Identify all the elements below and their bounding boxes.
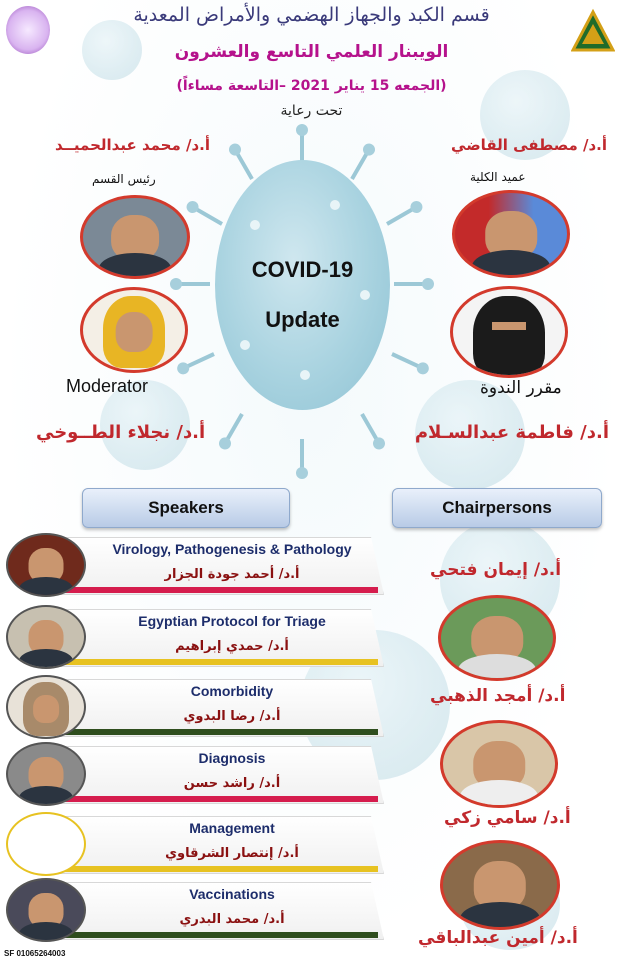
rapporteur-name: أ.د/ فاطمة عبدالسـلام — [414, 422, 609, 443]
rapporteur-label: مقرر الندوة — [480, 378, 562, 398]
webinar-title: الويبنار العلمي التاسع والعشرون — [174, 42, 449, 62]
speaker-name: أ.د/ إنتصار الشرقاوي — [165, 846, 299, 861]
chairperson-photo — [440, 840, 560, 930]
moderator-name: أ.د/ نجلاء الطــوخي — [36, 422, 206, 443]
speaker-name: أ.د/ أحمد جودة الجزار — [164, 567, 300, 582]
chairperson-name: أ.د/ إيمان فتحي — [430, 560, 562, 580]
speaker-accent-bar — [60, 866, 378, 872]
dean-role: عميد الكلية — [470, 170, 526, 184]
speaker-topic: Vaccinations — [189, 886, 275, 902]
speaker-name: أ.د/ رضا البدوي — [183, 709, 281, 724]
speaker-photo — [6, 675, 86, 739]
dean-photo — [452, 190, 570, 278]
speakers-header: Speakers — [82, 488, 290, 528]
speaker-row — [0, 878, 390, 940]
speaker-topic: Virology, Pathogenesis & Pathology — [112, 541, 352, 557]
chairperson-name: أ.د/ أمجد الذهبي — [430, 686, 566, 706]
speaker-row — [0, 675, 390, 737]
topic-title-line1: COVID-19 — [251, 257, 354, 282]
speaker-photo — [6, 742, 86, 806]
moderator-label: Moderator — [66, 376, 149, 396]
speaker-accent-bar — [60, 796, 378, 802]
speaker-accent-bar — [60, 932, 378, 938]
chairperson-photo — [438, 595, 556, 681]
chairperson-photo — [440, 720, 558, 808]
department-title: قسم الكبد والجهاز الهضمي والأمراض المعدية — [133, 4, 490, 26]
speaker-accent-bar — [60, 729, 378, 735]
webinar-date: (الجمعه 15 يناير 2021 –التاسعة مساءاً) — [176, 78, 447, 94]
speaker-photo — [6, 605, 86, 669]
head-role: رئيس القسم — [92, 172, 156, 186]
speaker-row — [0, 533, 390, 595]
speaker-topic: Management — [189, 820, 275, 836]
speaker-photo — [6, 878, 86, 942]
topic-title-line2: Update — [265, 307, 340, 332]
dean-name: أ.د/ مصطفى القاضي — [451, 136, 607, 154]
speaker-topic: Diagnosis — [198, 750, 266, 766]
rapporteur-photo — [450, 286, 568, 378]
speaker-name: أ.د/ محمد البدري — [179, 912, 285, 927]
head-name: أ.د/ محمد عبدالحميــد — [55, 136, 210, 154]
speaker-photo — [6, 533, 86, 597]
speaker-accent-bar — [60, 587, 378, 593]
speaker-accent-bar — [60, 659, 378, 665]
patronage-label: تحت رعاية — [280, 103, 343, 119]
speaker-topic: Egyptian Protocol for Triage — [138, 613, 326, 629]
speaker-photo-placeholder — [6, 812, 86, 876]
chairpersons-header: Chairpersons — [392, 488, 602, 528]
footer-code: SF 01065264003 — [4, 949, 66, 958]
speaker-row — [0, 605, 390, 667]
chairperson-name: أ.د/ أمين عبدالباقي — [418, 928, 578, 948]
speaker-name: أ.د/ راشد حسن — [183, 776, 281, 791]
moderator-photo — [80, 287, 188, 373]
speaker-topic: Comorbidity — [190, 683, 274, 699]
head-photo — [80, 195, 190, 279]
speaker-name: أ.د/ حمدي إبراهيم — [175, 639, 289, 654]
chairperson-name: أ.د/ سامي زكي — [444, 808, 571, 828]
speaker-row — [0, 742, 390, 804]
speaker-row — [0, 812, 390, 874]
